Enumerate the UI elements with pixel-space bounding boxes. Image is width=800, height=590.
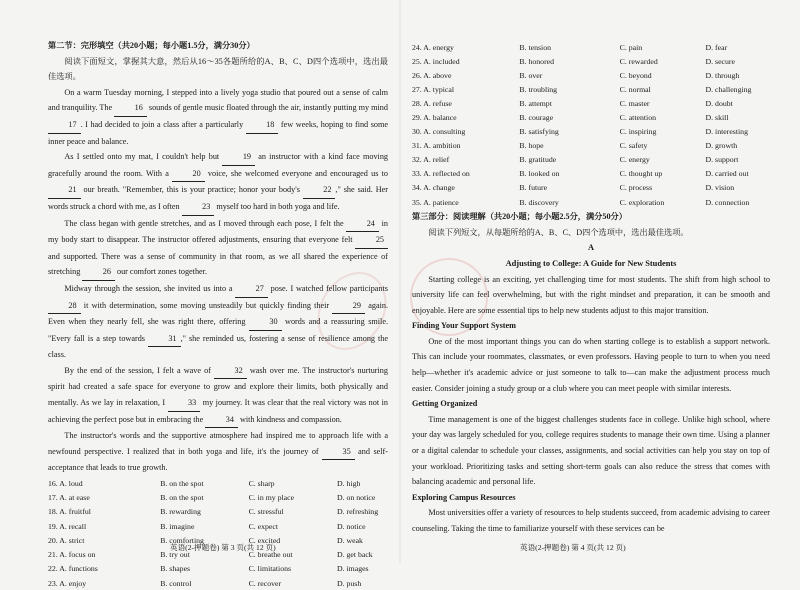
cloze-blank: 19: [222, 149, 255, 166]
section-title: 第二节：完形填空（共20小题；每小题1.5分，满分30分）: [48, 41, 255, 50]
option-cell: 19. A. recall: [48, 521, 87, 531]
option-row: [412, 96, 770, 110]
cloze-blank: 34: [205, 412, 238, 429]
option-cell: 35. A. patience: [412, 197, 459, 207]
passage-text: our comfort zones together.: [114, 267, 208, 277]
option-cell: B. troubling: [519, 84, 558, 94]
option-cell: C. inspiring: [619, 127, 657, 137]
option-row: [412, 139, 770, 153]
passage-paragraph: [48, 363, 388, 428]
section-text: Most universities offer a variety of resources to help students succeed, from academic advising to career counseling. Taking the time to familiarize yourself with these services can be: [412, 508, 770, 533]
option-cell: D. fear: [705, 42, 728, 52]
option-row: [48, 576, 388, 590]
option-cell: C. attention: [619, 113, 657, 123]
option-cell: 26. A. above: [412, 70, 452, 80]
passage-text: sounds of gentle music floated through the air, instantly putting my mind: [146, 103, 388, 113]
option-cell: B. discovery: [519, 197, 559, 207]
options-table: [48, 476, 388, 590]
cloze-blank: 29: [332, 298, 365, 315]
option-cell: D. connection: [705, 197, 750, 207]
passage-text: our breath. "Remember, this is your practice; honor your body's: [80, 185, 303, 195]
option-row: [412, 125, 770, 139]
cloze-blank: 22: [303, 182, 336, 199]
option-cell: B. tension: [519, 42, 552, 52]
option-cell: 21. A. focus on: [48, 550, 96, 560]
cloze-blank: 17: [48, 117, 81, 134]
option-cell: B. gratitude: [519, 155, 557, 165]
passage-paragraph: [48, 281, 388, 363]
section-text: Time management is one of the biggest challenges students face in college. Unlike high school, where your day was largely scheduled for you, college requires students to manage their own time. Using a planner or a digital calendar to schedule your classes, assignments, and social activities can help you stay on top of your workload. Prioritizing tasks and setting short-term goals can also reduce the stress that comes with balancing academic and personal life.: [412, 414, 770, 487]
option-cell: C. process: [619, 183, 653, 193]
option-cell: C. pain: [619, 42, 643, 52]
passage-text: ," she reminded us, fostering a sense of resilience among the class.: [48, 333, 388, 360]
option-cell: C. master: [619, 98, 650, 108]
option-cell: B. hope: [519, 141, 544, 151]
option-cell: C. recover: [248, 578, 282, 588]
section-heading: Finding Your Support System: [412, 321, 516, 331]
passage-paragraph: [48, 428, 388, 476]
cloze-blank: 27: [235, 281, 268, 298]
option-cell: B. comforting: [160, 535, 204, 545]
option-cell: D. carried out: [705, 169, 749, 179]
option-cell: 31. A. ambition: [412, 141, 461, 151]
option-cell: C. expect: [248, 521, 279, 531]
option-row: [48, 519, 388, 533]
passage-text: As I settled onto my mat, I couldn't help but: [64, 152, 223, 162]
cloze-blank: 35: [322, 444, 355, 461]
page-footer: 英语(2-押题卷) 第 3 页(共 12 页): [170, 543, 276, 552]
option-cell: D. high: [336, 478, 361, 488]
cloze-passage: [48, 85, 388, 476]
option-cell: 27. A. typical: [412, 84, 455, 94]
option-cell: 25. A. included: [412, 56, 460, 66]
cloze-blank: 16: [114, 100, 147, 117]
passage-text: myself too hard in both yoga and life.: [214, 201, 340, 211]
option-cell: B. honored: [519, 56, 555, 66]
cloze-blank: 28: [48, 298, 81, 315]
option-cell: B. try out: [160, 550, 190, 560]
option-cell: D. skill: [705, 113, 729, 123]
option-cell: 28. A. refuse: [412, 98, 452, 108]
cloze-blank: 20: [172, 166, 205, 183]
passage-text: The instructor's words and the supportive atmosphere had inspired me to approach life with a newfound perspective. I realized that in both yoga and life, it's the journey of: [48, 431, 388, 456]
cloze-blank: 31: [148, 331, 181, 348]
option-cell: B. on the spot: [160, 492, 204, 502]
passage-text: voice, she welcomed everyone and encouraged us to: [204, 168, 388, 178]
passage-text: and self-acceptance that leads to true growth.: [48, 446, 388, 473]
option-cell: 22. A. functions: [48, 564, 98, 574]
option-cell: B. looked on: [519, 169, 560, 179]
option-cell: C. safety: [619, 141, 648, 151]
passage-text: pose. I watched fellow participants: [267, 283, 388, 293]
option-row: [48, 490, 388, 504]
option-cell: D. secure: [705, 56, 735, 66]
passage-text: wash over me. The instructor's nurturing spirit had created a safe space for everyone to grow and explore their limits, both physically and mentally. As we lay in relaxation, I: [48, 365, 388, 408]
cloze-blank: 18: [246, 117, 279, 134]
option-cell: D. vision: [705, 183, 735, 193]
option-cell: C. normal: [619, 84, 651, 94]
option-cell: D. refreshing: [336, 507, 379, 517]
option-cell: B. shapes: [160, 564, 191, 574]
passage-text: Midway through the session, she invited us into a: [64, 283, 236, 293]
option-row: [412, 110, 770, 124]
cloze-blank: 32: [214, 363, 247, 380]
option-cell: 29. A. balance: [412, 113, 457, 123]
passage-text: again. Even when they nearly fell, she was right there, offering: [48, 300, 388, 327]
option-cell: 18. A. fruitful: [48, 507, 91, 517]
option-cell: D. support: [705, 155, 739, 165]
passage-title: Adjusting to College: A Guide for New Students: [505, 258, 677, 268]
option-cell: 32. A. relief: [412, 155, 450, 165]
option-cell: D. interesting: [705, 127, 748, 137]
instruction: 阅读下列短文，从每题所给的A、B、C、D四个选项中，选出最佳选项。: [428, 227, 689, 237]
option-row: [48, 505, 388, 519]
option-cell: C. rewarded: [619, 56, 658, 66]
section-heading: Exploring Campus Resources: [412, 492, 516, 502]
passage-paragraph: [48, 85, 388, 149]
passage-text: few weeks, hoping to find some inner peace and balance.: [48, 119, 388, 146]
option-cell: D. challenging: [705, 84, 752, 94]
passage-text: an instructor with a kind face moving gracefully around the room. With a: [48, 152, 389, 178]
cloze-blank: 33: [168, 395, 201, 412]
passage-text: By the end of the session, I felt a wave of: [64, 365, 215, 375]
instruction: 阅读下面短文，掌握其大意，然后从16～35各题所给的A、B、C、D四个选项中，选出最佳选项。: [48, 56, 388, 82]
passage-text: it with determination, some moving unsteadily but quickly finding their: [80, 300, 333, 310]
option-cell: C. excited: [248, 535, 281, 545]
option-row: [412, 54, 770, 68]
option-cell: D. through: [705, 70, 740, 80]
option-cell: 34. A. change: [412, 183, 455, 193]
passage-text: with kindness and compassion.: [237, 414, 342, 424]
option-cell: B. courage: [519, 113, 554, 123]
passage-text: ," she said. Her words struck a chord with me, as I often: [48, 185, 389, 211]
section-heading: Getting Organized: [412, 399, 478, 409]
left-page: [0, 0, 400, 588]
option-cell: D. push: [336, 578, 362, 588]
option-row: [412, 40, 770, 54]
section-text: One of the most important things you can do when starting college is to establish a support network. This can include your roommates, classmates, or even professors. Having people to turn to when you need help—whether it's academic advice or just someone to talk to—can make the adjustment process much easier. Consider joining a study group or a club where you can meet people with similar interests.: [412, 336, 770, 393]
option-cell: B. satisfying: [519, 127, 559, 137]
part-title: 第三部分：阅读理解（共20小题；每小题2.5分，满分50分）: [412, 212, 627, 222]
option-row: [48, 562, 388, 576]
option-cell: D. images: [336, 564, 369, 574]
option-cell: D. notice: [336, 521, 366, 531]
passage-text: On a warm Tuesday morning, I stepped into a lively yoga studio that poured out a sense of calm and tranquility. The: [48, 87, 388, 113]
option-cell: D. get back: [336, 550, 373, 560]
option-cell: B. imagine: [160, 521, 195, 531]
option-cell: B. control: [160, 578, 192, 588]
passage-paragraph: [48, 216, 388, 281]
passage-intro: Starting college is an exciting, yet challenging time for most students. The shift from high school to university life can feel overwhelming, but with the right mindset and preparation, it can be smooth and enjoyable. Here are some essential tips to help new students adjust to this major transition.: [412, 274, 770, 315]
option-cell: 33. A. reflected on: [412, 169, 470, 179]
passage-paragraph: [48, 149, 388, 215]
page-footer: 英语(2-押题卷) 第 4 页(共 12 页): [520, 543, 626, 552]
option-row: [48, 476, 388, 490]
passage-text: in my body start to disappear. The instructor offered adjustments, ensuring that everyone felt: [48, 218, 388, 245]
option-cell: B. on the spot: [160, 478, 204, 488]
cloze-blank: 25: [355, 232, 388, 249]
option-cell: C. limitations: [248, 564, 292, 574]
option-cell: D. doubt: [705, 98, 733, 108]
passage-text: and supported. There was a sense of community in that room, as we all shared the experience of stretching: [48, 251, 388, 277]
right-page: [400, 0, 800, 563]
option-cell: C. breathe out: [248, 550, 293, 560]
option-cell: B. future: [519, 183, 548, 193]
cloze-blank: 21: [48, 182, 81, 199]
option-cell: 17. A. at ease: [48, 492, 90, 502]
option-cell: D. growth: [705, 141, 738, 151]
cloze-blank: 30: [249, 314, 282, 331]
option-cell: B. attempt: [519, 98, 552, 108]
option-cell: C. stressful: [248, 507, 284, 517]
option-cell: C. thought up: [619, 169, 663, 179]
option-cell: 30. A. consulting: [412, 127, 466, 137]
option-row: [412, 68, 770, 82]
cloze-blank: 24: [346, 216, 379, 233]
option-cell: 16. A. loud: [48, 478, 83, 488]
option-cell: D. weak: [336, 535, 363, 545]
passage-text: . I had decided to join a class after a particularly: [80, 119, 246, 129]
option-cell: C. sharp: [248, 478, 275, 488]
option-cell: D. on notice: [336, 492, 376, 502]
option-cell: B. over: [519, 70, 543, 80]
option-cell: 24. A. energy: [412, 42, 454, 52]
passage-text: The class began with gentle stretches, and as I moved through each pose, I felt the: [64, 218, 347, 228]
option-row: [412, 195, 770, 209]
option-row: [412, 153, 770, 167]
option-cell: C. energy: [619, 155, 650, 165]
option-cell: 20. A. strict: [48, 535, 85, 545]
option-row: [412, 82, 770, 96]
option-cell: C. in my place: [248, 492, 295, 502]
option-cell: C. beyond: [619, 70, 652, 80]
passage-letter: A: [587, 243, 595, 253]
option-cell: C. exploration: [619, 197, 665, 207]
options-table: [412, 40, 770, 209]
passage-sections: [412, 318, 770, 536]
passage-text: words and a reassuring smile. "Every fall is a step towards: [48, 317, 389, 343]
option-cell: 23. A. enjoy: [48, 578, 87, 588]
option-cell: B. rewarding: [160, 507, 201, 517]
option-row: [412, 181, 770, 195]
option-row: [412, 167, 770, 181]
cloze-blank: 23: [182, 199, 215, 216]
passage-text: my journey. It was clear that the real victory was not in achieving the perfect pose but in embracing the: [48, 398, 389, 424]
cloze-blank: 26: [82, 264, 115, 281]
